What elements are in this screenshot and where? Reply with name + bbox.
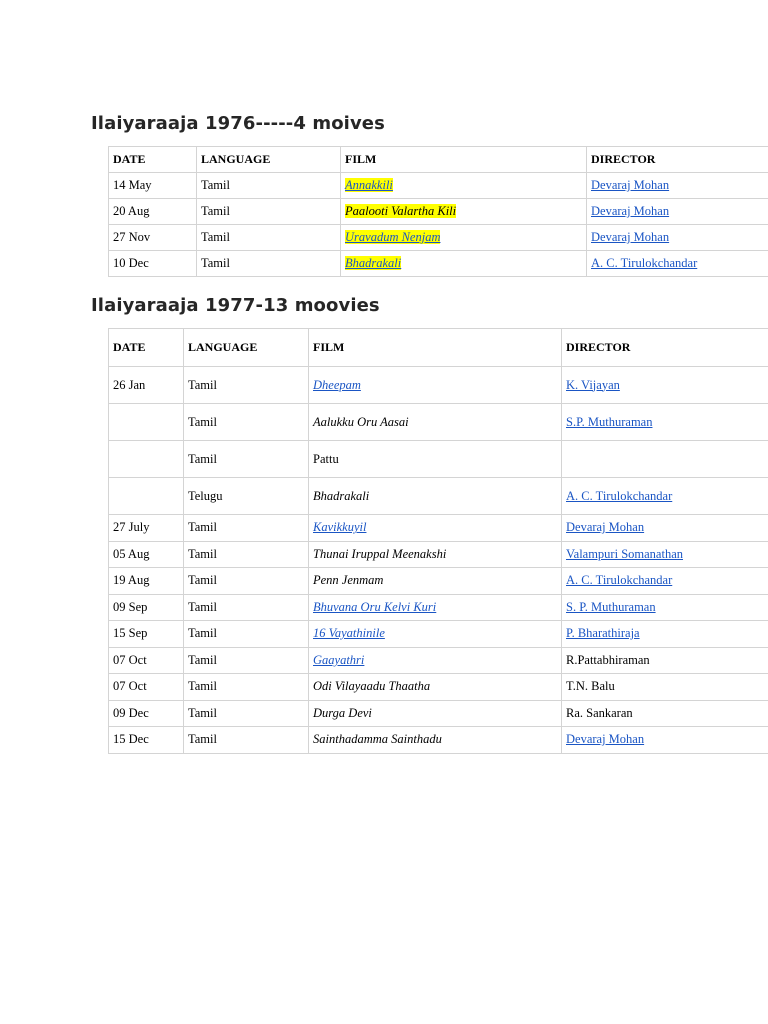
film-link[interactable]: Bhuvana Oru Kelvi Kuri <box>313 599 437 614</box>
language-cell: Tamil <box>184 515 309 542</box>
film-cell <box>309 404 562 441</box>
film-cell <box>309 367 562 404</box>
language-cell: Tamil <box>184 674 309 701</box>
director-link[interactable]: S. P. Muthuraman <box>566 599 656 614</box>
film-cell <box>309 727 562 754</box>
director-cell <box>562 541 768 568</box>
director-link[interactable]: Devaraj Mohan <box>591 230 670 244</box>
director-link[interactable]: A. C. Tirulokchandar <box>566 488 673 503</box>
table-row <box>109 173 768 199</box>
director-cell <box>587 251 768 277</box>
header-film: FILM <box>309 329 562 367</box>
director-cell <box>562 441 768 478</box>
table-header-row <box>109 147 768 173</box>
film-title: Bhadrakali <box>313 488 370 503</box>
film-title: Paalooti Valartha Kili <box>345 204 457 218</box>
language-cell: Tamil <box>197 251 341 277</box>
director-cell: R.Pattabhiraman <box>562 647 768 674</box>
table-1976 <box>108 146 768 277</box>
director-link[interactable]: K. Vijayan <box>566 377 620 392</box>
language-cell: Tamil <box>197 225 341 251</box>
language-cell: Tamil <box>184 404 309 441</box>
language-cell: Tamil <box>184 594 309 621</box>
director-link[interactable]: A. C. Tirulokchandar <box>591 256 698 270</box>
film-link[interactable]: 16 Vayathinile <box>313 626 385 641</box>
table-row <box>109 225 768 251</box>
table-header-row <box>109 329 768 367</box>
date-cell <box>109 478 184 515</box>
date-cell: 19 Aug <box>109 568 184 595</box>
film-cell <box>309 541 562 568</box>
film-cell <box>341 199 587 225</box>
film-cell <box>309 674 562 701</box>
film-cell <box>309 700 562 727</box>
director-link[interactable]: Valampuri Somanathan <box>566 546 683 561</box>
film-cell <box>341 251 587 277</box>
film-title: Odi Vilayaadu Thaatha <box>313 679 431 694</box>
language-cell: Tamil <box>184 441 309 478</box>
film-title: Pattu <box>313 451 339 466</box>
director-cell <box>562 515 768 542</box>
heading-1976: Ilaiyaraaja 1976-----4 moives <box>91 113 385 134</box>
date-cell: 26 Jan <box>109 367 184 404</box>
director-link[interactable]: Devaraj Mohan <box>566 732 645 747</box>
director-cell <box>562 594 768 621</box>
table-row <box>109 727 768 754</box>
director-link[interactable]: A. C. Tirulokchandar <box>566 573 673 588</box>
header-language: LANGUAGE <box>197 147 341 173</box>
table-row <box>109 367 768 404</box>
table-row <box>109 441 768 478</box>
header-date: DATE <box>109 329 184 367</box>
film-link[interactable]: Kavikkuyil <box>313 520 367 535</box>
film-cell <box>341 173 587 199</box>
header-date: DATE <box>109 147 197 173</box>
date-cell <box>109 404 184 441</box>
date-cell: 05 Aug <box>109 541 184 568</box>
director-cell: Ra. Sankaran <box>562 700 768 727</box>
director-cell <box>587 173 768 199</box>
language-cell: Tamil <box>197 173 341 199</box>
table-row <box>109 515 768 542</box>
table-1977 <box>108 328 768 754</box>
table-row <box>109 568 768 595</box>
table-row <box>109 647 768 674</box>
language-cell: Tamil <box>197 199 341 225</box>
date-cell: 07 Oct <box>109 647 184 674</box>
director-cell <box>587 225 768 251</box>
director-cell <box>587 199 768 225</box>
film-cell <box>309 515 562 542</box>
film-cell <box>309 647 562 674</box>
table-row <box>109 199 768 225</box>
table-row <box>109 594 768 621</box>
table-row <box>109 541 768 568</box>
date-cell: 27 Nov <box>109 225 197 251</box>
date-cell: 15 Dec <box>109 727 184 754</box>
film-link[interactable]: Annakkili <box>345 178 393 192</box>
table-row <box>109 478 768 515</box>
header-director: DIRECTOR <box>562 329 768 367</box>
film-cell <box>309 568 562 595</box>
language-cell: Tamil <box>184 541 309 568</box>
film-cell <box>309 478 562 515</box>
header-film: FILM <box>341 147 587 173</box>
film-title: Thunai Iruppal Meenakshi <box>313 546 447 561</box>
film-link[interactable]: Bhadrakali <box>345 256 402 270</box>
header-director: DIRECTOR <box>587 147 768 173</box>
language-cell: Tamil <box>184 727 309 754</box>
director-link[interactable]: P. Bharathiraja <box>566 626 640 641</box>
date-cell: 27 July <box>109 515 184 542</box>
language-cell: Tamil <box>184 621 309 648</box>
table-row <box>109 404 768 441</box>
film-title: Sainthadamma Sainthadu <box>313 732 442 747</box>
table-row <box>109 700 768 727</box>
director-link[interactable]: Devaraj Mohan <box>591 178 670 192</box>
director-cell <box>562 404 768 441</box>
director-cell <box>562 478 768 515</box>
film-cell <box>341 225 587 251</box>
director-cell <box>562 568 768 595</box>
director-link[interactable]: S.P. Muthuraman <box>566 414 653 429</box>
language-cell: Tamil <box>184 700 309 727</box>
date-cell: 15 Sep <box>109 621 184 648</box>
language-cell: Tamil <box>184 647 309 674</box>
film-title: Durga Devi <box>313 705 372 720</box>
date-cell: 10 Dec <box>109 251 197 277</box>
director-cell <box>562 727 768 754</box>
heading-1977: Ilaiyaraaja 1977-13 moovies <box>91 295 380 316</box>
director-cell <box>562 367 768 404</box>
date-cell: 14 May <box>109 173 197 199</box>
director-link[interactable]: Devaraj Mohan <box>591 204 670 218</box>
date-cell: 09 Sep <box>109 594 184 621</box>
table-row <box>109 621 768 648</box>
film-cell <box>309 621 562 648</box>
director-link[interactable]: Devaraj Mohan <box>566 520 645 535</box>
director-cell <box>562 621 768 648</box>
table-row <box>109 674 768 701</box>
date-cell <box>109 441 184 478</box>
film-cell <box>309 594 562 621</box>
date-cell: 20 Aug <box>109 199 197 225</box>
header-language: LANGUAGE <box>184 329 309 367</box>
date-cell: 07 Oct <box>109 674 184 701</box>
language-cell: Telugu <box>184 478 309 515</box>
date-cell: 09 Dec <box>109 700 184 727</box>
language-cell: Tamil <box>184 568 309 595</box>
film-title: Aalukku Oru Aasai <box>313 414 409 429</box>
director-cell: T.N. Balu <box>562 674 768 701</box>
table-row <box>109 251 768 277</box>
language-cell: Tamil <box>184 367 309 404</box>
film-cell <box>309 441 562 478</box>
film-title: Penn Jenmam <box>313 573 384 588</box>
film-link[interactable]: Dheepam <box>313 377 361 392</box>
film-link[interactable]: Gaayathri <box>313 652 365 667</box>
film-link[interactable]: Uravadum Nenjam <box>345 230 441 244</box>
